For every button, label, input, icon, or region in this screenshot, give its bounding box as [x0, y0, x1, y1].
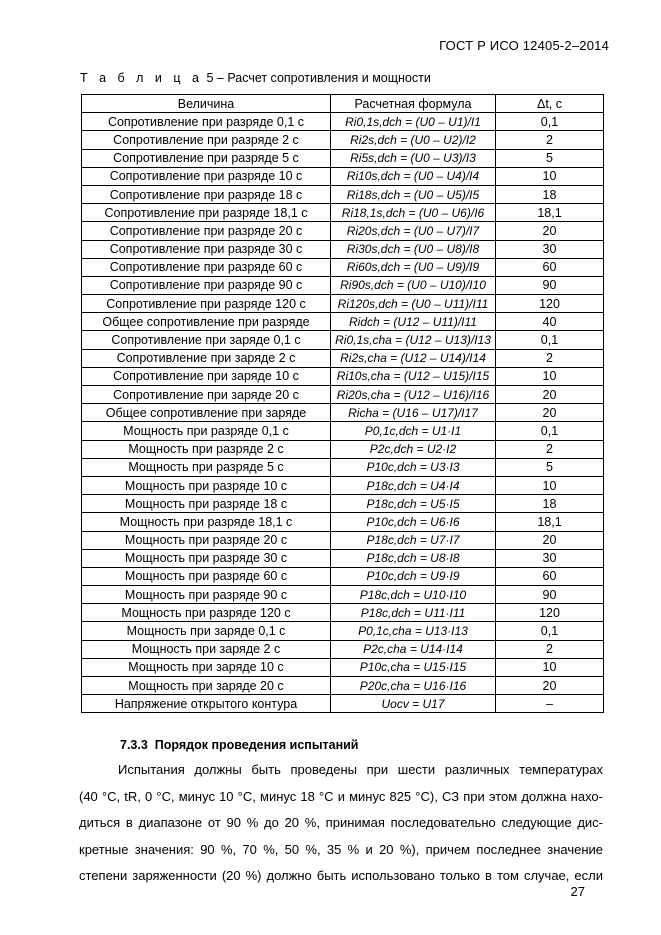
paragraph-line: кретные значения: 90 %, 70 %, 50 %, 35 % и 20 %), причем последнее значение	[79, 841, 603, 857]
dt-cell: 40	[496, 313, 604, 331]
dt-cell: 20	[496, 677, 604, 695]
formula-cell: Ri20s,dch = (U0 – U7)/I7	[331, 222, 496, 240]
caption-label: Т а б л и ц а	[80, 71, 203, 85]
table-row	[82, 586, 604, 604]
formula-cell: Ri90s,dch = (U0 – U10)/I10	[331, 276, 496, 294]
dt-cell: 5	[496, 149, 604, 167]
table-row	[82, 113, 604, 131]
paragraph-line: Испытания должны быть проведены при шести различных температурах	[118, 762, 603, 777]
quantity-cell: Сопротивление при разряде 90 с	[82, 276, 331, 294]
dt-cell: 60	[496, 258, 604, 276]
quantity-cell: Общее сопротивление при разряде	[82, 313, 331, 331]
quantity-cell: Сопротивление при заряде 0,1 с	[82, 331, 331, 349]
quantity-cell: Сопротивление при разряде 20 с	[82, 222, 331, 240]
quantity-cell: Напряжение открытого контура	[82, 695, 331, 713]
formula-cell: P10c,dch = U6·I6	[331, 513, 496, 531]
table-row	[82, 258, 604, 276]
table-row	[82, 131, 604, 149]
quantity-cell: Общее сопротивление при заряде	[82, 404, 331, 422]
dt-cell: 0,1	[496, 331, 604, 349]
dt-cell: 20	[496, 222, 604, 240]
dt-cell: 30	[496, 549, 604, 567]
formula-cell: Ri18,1s,dch = (U0 – U6)/I6	[331, 204, 496, 222]
formula-cell: Ri5s,dch = (U0 – U3)/I3	[331, 149, 496, 167]
table-row	[82, 204, 604, 222]
quantity-cell: Сопротивление при разряде 18,1 с	[82, 204, 331, 222]
table-row	[82, 640, 604, 658]
dt-cell: 2	[496, 349, 604, 367]
table-row	[82, 149, 604, 167]
caption-title: – Расчет сопротивления и мощности	[216, 71, 431, 85]
dt-cell: 18,1	[496, 204, 604, 222]
caption-number: 5	[206, 71, 214, 85]
formula-cell: P18c,dch = U7·I7	[331, 531, 496, 549]
dt-cell: 60	[496, 567, 604, 585]
table-row	[82, 440, 604, 458]
quantity-cell: Мощность при заряде 2 с	[82, 640, 331, 658]
formula-cell: P18c,dch = U4·I4	[331, 476, 496, 494]
formula-cell: Ri2s,cha = (U12 – U14)/I14	[331, 349, 496, 367]
dt-cell: 90	[496, 276, 604, 294]
quantity-cell: Мощность при разряде 90 с	[82, 586, 331, 604]
dt-cell: 18,1	[496, 513, 604, 531]
table-row	[82, 349, 604, 367]
table-row	[82, 331, 604, 349]
quantity-cell: Мощность при разряде 0,1 с	[82, 422, 331, 440]
table-row	[82, 422, 604, 440]
dt-cell: 18	[496, 495, 604, 513]
formula-cell: Richa = (U16 – U17)/I17	[331, 404, 496, 422]
formula-cell: P10c,dch = U3·I3	[331, 458, 496, 476]
table-row	[82, 458, 604, 476]
quantity-cell: Мощность при разряде 120 с	[82, 604, 331, 622]
quantity-cell: Сопротивление при разряде 2 с	[82, 131, 331, 149]
formula-cell: Ri60s,dch = (U0 – U9)/I9	[331, 258, 496, 276]
quantity-cell: Мощность при разряде 10 с	[82, 476, 331, 494]
quantity-cell: Мощность при разряде 20 с	[82, 531, 331, 549]
quantity-cell: Сопротивление при разряде 5 с	[82, 149, 331, 167]
quantity-cell: Мощность при разряде 60 с	[82, 567, 331, 585]
formula-cell: P10c,cha = U15·I15	[331, 658, 496, 676]
formula-cell: Ri10s,dch = (U0 – U4)/I4	[331, 167, 496, 185]
formula-cell: P18c,dch = U5·I5	[331, 495, 496, 513]
table-row	[82, 604, 604, 622]
table-row	[82, 404, 604, 422]
formula-cell: P18c,dch = U8·I8	[331, 549, 496, 567]
table-row	[82, 185, 604, 203]
paragraph-line: (40 °С, tR, 0 °С, минус 10 °С, минус 18 °С и минус 825 °С), СЗ при этом должна нахо-	[79, 788, 603, 804]
quantity-cell: Мощность при заряде 10 с	[82, 658, 331, 676]
formula-cell: P2c,cha = U14·I14	[331, 640, 496, 658]
table-row	[82, 295, 604, 313]
dt-cell: 10	[496, 476, 604, 494]
dt-cell: 2	[496, 131, 604, 149]
table-row	[82, 386, 604, 404]
body-paragraph	[79, 757, 603, 890]
table-row	[82, 658, 604, 676]
formula-cell: Ri0,1s,dch = (U0 – U1)/I1	[331, 113, 496, 131]
dt-cell: 0,1	[496, 622, 604, 640]
table-header-row	[82, 95, 604, 113]
dt-cell: 120	[496, 295, 604, 313]
table-row	[82, 167, 604, 185]
formula-cell: P18c,dch = U11·I11	[331, 604, 496, 622]
section-heading	[120, 738, 358, 752]
table-row	[82, 313, 604, 331]
quantity-cell: Сопротивление при заряде 2 с	[82, 349, 331, 367]
table-row	[82, 549, 604, 567]
quantity-cell: Сопротивление при разряде 60 с	[82, 258, 331, 276]
table-row	[82, 240, 604, 258]
quantity-cell: Сопротивление при разряде 120 с	[82, 295, 331, 313]
formula-cell: Ri2s,dch = (U0 – U2)/I2	[331, 131, 496, 149]
dt-cell: 10	[496, 167, 604, 185]
dt-cell: 90	[496, 586, 604, 604]
quantity-cell: Мощность при разряде 2 с	[82, 440, 331, 458]
dt-cell: 0,1	[496, 422, 604, 440]
formula-cell: P18c,dch = U10·I10	[331, 586, 496, 604]
table-row	[82, 531, 604, 549]
quantity-cell: Мощность при разряде 18 с	[82, 495, 331, 513]
table-row	[82, 476, 604, 494]
dt-cell: 20	[496, 404, 604, 422]
table-row	[82, 513, 604, 531]
dt-cell: 20	[496, 386, 604, 404]
quantity-cell: Мощность при разряде 5 с	[82, 458, 331, 476]
formula-cell: Ridch = (U12 – U11)/I11	[331, 313, 496, 331]
section-number: 7.3.3	[120, 738, 148, 752]
table-caption	[80, 71, 431, 85]
quantity-cell: Сопротивление при разряде 30 с	[82, 240, 331, 258]
table-row	[82, 495, 604, 513]
dt-cell: 2	[496, 640, 604, 658]
dt-cell: 5	[496, 458, 604, 476]
dt-cell: 30	[496, 240, 604, 258]
formula-cell: Ri120s,dch = (U0 – U11)/I11	[331, 295, 496, 313]
quantity-cell: Сопротивление при разряде 0,1 с	[82, 113, 331, 131]
paragraph-line: диться в диапазоне от 90 % до 20 %, принимая последовательно следующие дис-	[79, 815, 603, 830]
table-row	[82, 695, 604, 713]
formula-cell: P20c,cha = U16·I16	[331, 677, 496, 695]
column-header-formula: Расчетная формула	[331, 95, 496, 113]
dt-cell: 10	[496, 658, 604, 676]
table-row	[82, 222, 604, 240]
table-row	[82, 276, 604, 294]
formula-cell: Ri30s,dch = (U0 – U8)/I8	[331, 240, 496, 258]
formula-cell: P0,1c,cha = U13·I13	[331, 622, 496, 640]
page-number: 27	[570, 884, 585, 899]
table-body	[82, 113, 604, 713]
formula-cell: Ri20s,cha = (U12 – U16)/I16	[331, 386, 496, 404]
dt-cell: 10	[496, 367, 604, 385]
column-header-dt: Δt, с	[496, 95, 604, 113]
formula-cell: Uocv = U17	[331, 695, 496, 713]
formula-cell: P10c,dch = U9·I9	[331, 567, 496, 585]
paragraph-line: степени заряженности (20 %) должно быть использовано только в том случае, если	[79, 868, 603, 883]
table-row	[82, 622, 604, 640]
formula-cell: P0,1c,dch = U1·I1	[331, 422, 496, 440]
formula-cell: Ri18s,dch = (U0 – U5)/I5	[331, 185, 496, 203]
quantity-cell: Сопротивление при заряде 20 с	[82, 386, 331, 404]
dt-cell: 0,1	[496, 113, 604, 131]
formula-cell: Ri0,1s,cha = (U12 – U13)/I13	[331, 331, 496, 349]
table-row	[82, 367, 604, 385]
quantity-cell: Мощность при заряде 20 с	[82, 677, 331, 695]
quantity-cell: Сопротивление при разряде 18 с	[82, 185, 331, 203]
dt-cell: 20	[496, 531, 604, 549]
table-row	[82, 677, 604, 695]
dt-cell: 2	[496, 440, 604, 458]
dt-cell: 18	[496, 185, 604, 203]
quantity-cell: Мощность при заряде 0,1 с	[82, 622, 331, 640]
dt-cell: 120	[496, 604, 604, 622]
section-title: Порядок проведения испытаний	[154, 738, 359, 752]
resistance-power-table	[81, 94, 604, 713]
quantity-cell: Мощность при разряде 18,1 с	[82, 513, 331, 531]
table-row	[82, 567, 604, 585]
quantity-cell: Мощность при разряде 30 с	[82, 549, 331, 567]
quantity-cell: Сопротивление при разряде 10 с	[82, 167, 331, 185]
column-header-quantity: Величина	[82, 95, 331, 113]
dt-cell: –	[496, 695, 604, 713]
document-header: ГОСТ Р ИСО 12405-2–2014	[439, 38, 609, 53]
quantity-cell: Сопротивление при заряде 10 с	[82, 367, 331, 385]
formula-cell: Ri10s,cha = (U12 – U15)/I15	[331, 367, 496, 385]
formula-cell: P2c,dch = U2·I2	[331, 440, 496, 458]
